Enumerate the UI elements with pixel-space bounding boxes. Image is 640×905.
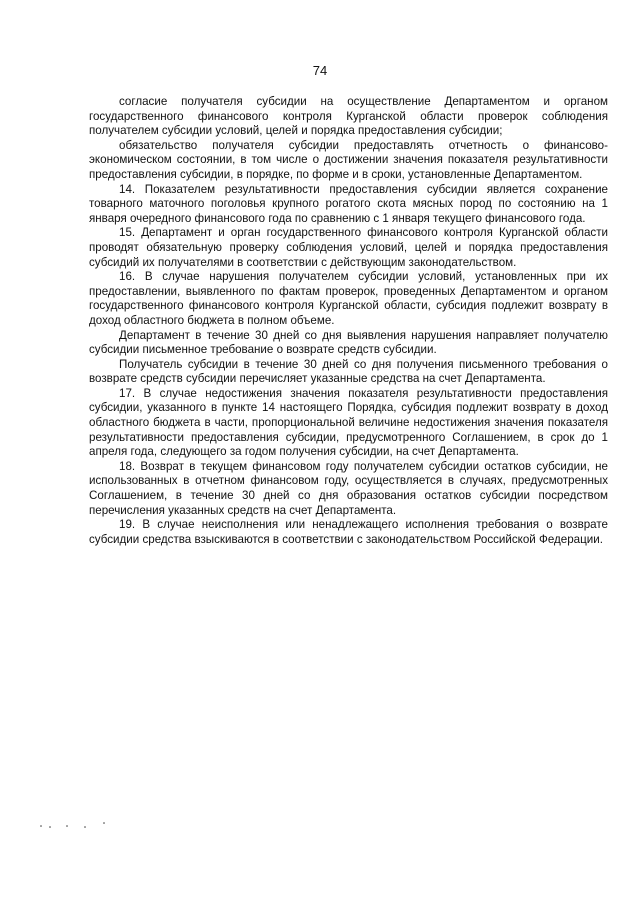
paragraph-16: 16. В случае нарушения получателем субсидии условий, установленных при их предоставлении, выявленного по фактам проверок, проведенных Департаментом и органом государственного финансового контроля Курганской области, субсидия подлежит возврату в доход областного бюджета в полном объеме. xyxy=(89,270,608,327)
paragraph-16-notice: Департамент в течение 30 дней со дня выявления нарушения направляет получателю субсидии письменное требование о возврате средств субсидии. xyxy=(89,328,608,357)
paragraph-18: 18. Возврат в текущем финансовом году получателем субсидии остатков субсидии, не использованных в отчетном финансовом году, осуществляется в случаях, предусмотренных Соглашением, в течение 30 дней со дня образования остатков субсидии посредством перечисления указанных средств на счет Департамента. xyxy=(89,459,608,517)
paragraph-16-refund: Получатель субсидии в течение 30 дней со дня получения письменного требования о возврате средств субсидии перечисляет указанные средства на счет Департамента. xyxy=(89,357,608,386)
paragraph-reporting-obligation: обязательство получателя субсидии предоставлять отчетность о финансово-экономическом состоянии, в том числе о достижении значения показателя результативности предоставления субсидии, в порядке, по форме и в сроки, установленные Департаментом. xyxy=(89,138,608,181)
paragraph-17: 17. В случае недостижения значения показателя результативности предоставления субсидии, указанного в пункте 14 настоящего Порядка, субсидия подлежит возврату в доход областного бюджета в части, пропорциональной величине недостижения значения показателя результативности предоставления субсидии, предусмотренного Соглашением, в срок до 1 апреля года, следующего за годом получения субсидии, на счет Департамента. xyxy=(89,386,608,459)
scan-specks xyxy=(40,822,120,830)
page-number: 74 xyxy=(312,63,328,78)
paragraph-19: 19. В случае неисполнения или ненадлежащего исполнения требования о возврате субсидии средства взыскиваются в соответствии с законодательством Российской Федерации. xyxy=(89,518,608,546)
document-body xyxy=(89,95,608,547)
paragraph-consent: согласие получателя субсидии на осуществление Департаментом и органом государственного финансового контроля Курганской области проверок соблюдения получателем субсидии условий, целей и порядка предоставления субсидии; xyxy=(89,95,608,138)
paragraph-14: 14. Показателем результативности предоставления субсидии является сохранение товарного маточного поголовья крупного рогатого скота мясных пород по состоянию на 1 января очередного финансового года по сравнению с 1 января текущего финансового года. xyxy=(89,182,608,225)
paragraph-15: 15. Департамент и орган государственного финансового контроля Курганской области проводят обязательную проверку соблюдения условий, целей и порядка предоставления субсидий их получателями в соответствии с действующим законодательством. xyxy=(89,226,608,269)
